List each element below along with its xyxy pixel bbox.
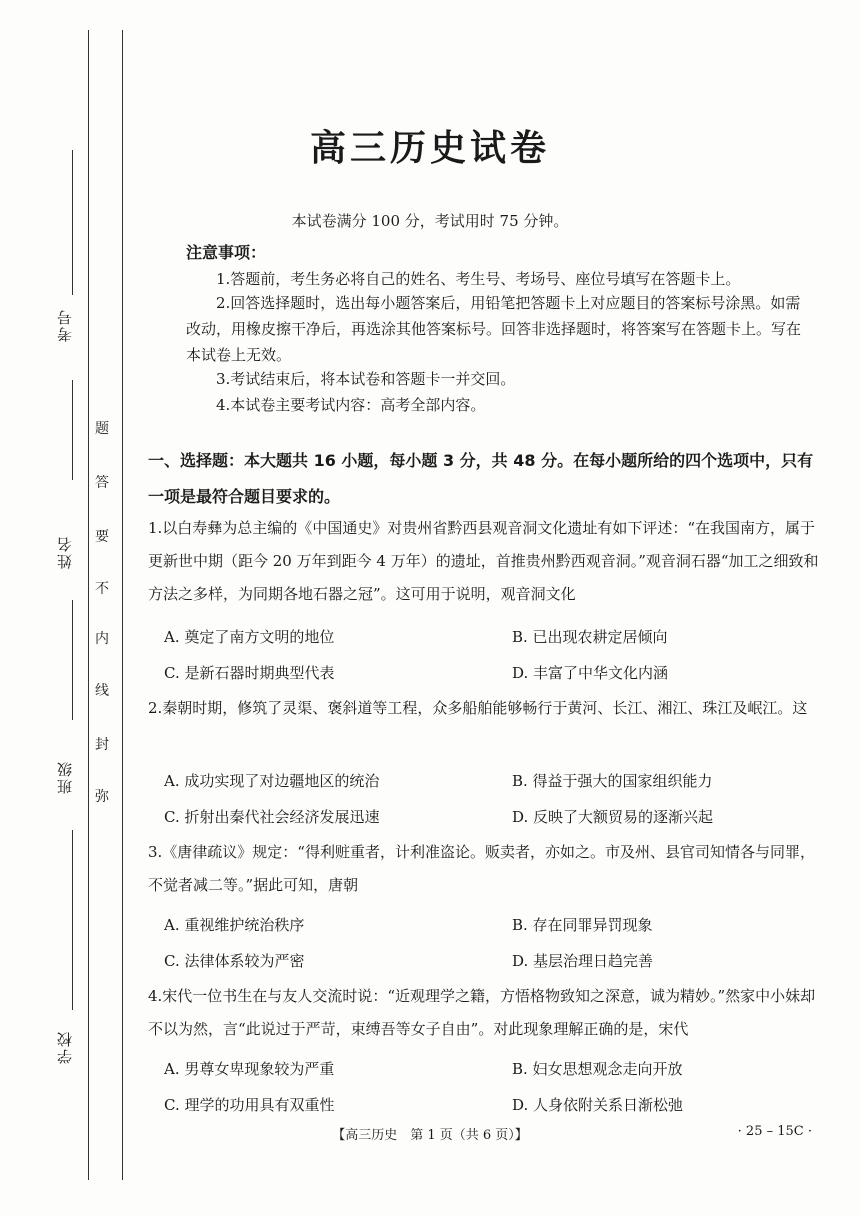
notice-item: 2.回答选择题时，选出每小题答案后，用铅笔把答题卡上对应题目的答案标号涂黑。如需改动，用橡皮擦干净后，再选涂其他答案标号。回答非选择题时，将答案写在答题卡上。写在本试卷上无效。 xyxy=(186,294,802,364)
option-d: D. 人身依附关系日渐松弛 xyxy=(512,1096,684,1114)
school-label: 学校 xyxy=(56,1030,74,1064)
exam-number-label: 考号 xyxy=(56,308,74,342)
paper-code: · 25 – 15C · xyxy=(737,1124,812,1139)
name-line xyxy=(72,600,73,720)
seal-char: 要 xyxy=(95,529,109,545)
seal-char: 线 xyxy=(95,683,109,699)
name-label: 姓名 xyxy=(56,535,74,569)
question-stem: 2.秦朝时期，修筑了灵渠、褒斜道等工程，众多船舶能够畅行于黄河、长江、湘江、珠江及岷江。这 xyxy=(148,699,808,717)
option-c: C. 理学的功用具有双重性 xyxy=(164,1096,335,1114)
notice-heading: 注意事项： xyxy=(186,243,267,262)
option-a: A. 重视维护统治秩序 xyxy=(164,916,305,934)
seal-char: 答 xyxy=(95,475,109,491)
binding-line-inner xyxy=(122,30,123,1180)
option-d: D. 反映了大额贸易的逐渐兴起 xyxy=(512,808,714,826)
binding-line-outer xyxy=(88,30,89,1180)
page-footer: 【高三历史 第 1 页（共 6 页）】 xyxy=(332,1128,528,1143)
option-c: C. 折射出秦代社会经济发展迅速 xyxy=(164,808,380,826)
class-label: 班级 xyxy=(56,760,74,794)
notice-item: 3.考试结束后，将本试卷和答题卡一并交回。 xyxy=(216,370,516,388)
seal-char: 内 xyxy=(95,631,109,647)
option-b: B. 得益于强大的国家组织能力 xyxy=(512,772,713,790)
option-a: A. 成功实现了对边疆地区的统治 xyxy=(164,772,380,790)
page-title: 高三历史试卷 xyxy=(309,128,550,169)
question-stem: 1.以白寿彝为总主编的《中国通史》对贵州省黔西县观音洞文化遗址有如下评述：“在我国南方，属于更新世中期（距今 20 万年到距今 4 万年）的遗址，首推贵州黔西观音洞。”观音洞石器“加工之细致和方法之多样，为同期各地石器之冠”。这可用于说明，观音洞文化 xyxy=(148,519,819,603)
option-c: C. 法律体系较为严密 xyxy=(164,952,305,970)
seal-char: 弥 xyxy=(95,789,109,805)
option-d: D. 基层治理日趋完善 xyxy=(512,952,654,970)
exam-number-line-2 xyxy=(72,380,73,480)
option-b: B. 存在同罪异罚现象 xyxy=(512,916,653,934)
seal-char: 不 xyxy=(95,581,109,597)
notice-item: 1.答题前，考生务必将自己的姓名、考生号、考场号、座位号填写在答题卡上。 xyxy=(216,270,741,288)
option-b: B. 已出现农耕定居倾向 xyxy=(512,628,668,646)
seal-char: 封 xyxy=(95,737,109,753)
option-d: D. 丰富了中华文化内涵 xyxy=(512,664,669,682)
question-stem: 3.《唐律疏议》规定：“得利赃重者，计利准盗论。贩卖者，亦如之。市及州、县官司知情各与同罪，不觉者减二等。”据此可知，唐朝 xyxy=(148,843,815,894)
question-stem: 4.宋代一位书生在与友人交流时说：“近观理学之籍，方悟格物致知之深意，诚为精妙。”然家中小妹却不以为然，言“此说过于严苛，束缚吾等女子自由”。对此现象理解正确的是，宋代 xyxy=(148,987,816,1038)
seal-char: 题 xyxy=(95,421,109,437)
option-b: B. 妇女思想观念走向开放 xyxy=(512,1060,683,1078)
section-heading: 一、选择题：本大题共 16 小题，每小题 3 分，共 48 分。在每小题所给的四个选项中，只有一项是最符合题目要求的。 xyxy=(148,451,814,506)
option-c: C. 是新石器时期典型代表 xyxy=(164,664,335,682)
option-a: A. 奠定了南方文明的地位 xyxy=(164,628,335,646)
class-line xyxy=(72,830,73,1010)
notice-item: 4.本试卷主要考试内容：高考全部内容。 xyxy=(216,396,486,414)
exam-info: 本试卷满分 100 分，考试用时 75 分钟。 xyxy=(291,212,569,230)
option-a: A. 男尊女卑现象较为严重 xyxy=(164,1060,335,1078)
